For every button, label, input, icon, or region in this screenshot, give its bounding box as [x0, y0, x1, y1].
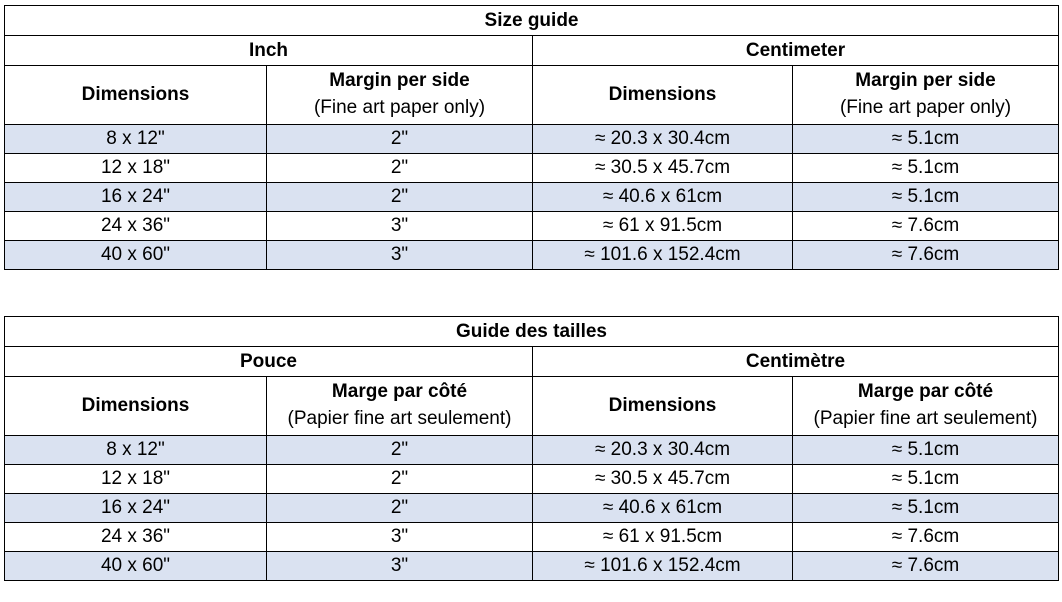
cell-margin-cm: ≈ 7.6cm [793, 552, 1059, 581]
cell-margin-inch: 3" [267, 552, 533, 581]
cell-margin-cm: ≈ 5.1cm [793, 183, 1059, 212]
margin-label: Margin per side [855, 70, 996, 91]
cell-margin-cm: ≈ 5.1cm [793, 154, 1059, 183]
cell-margin-inch: 3" [267, 212, 533, 241]
cell-dimensions-inch: 40 x 60" [5, 552, 267, 581]
cell-margin-cm: ≈ 5.1cm [793, 465, 1059, 494]
column-header-dimensions-inch: Dimensions [5, 377, 267, 436]
cell-dimensions-inch: 8 x 12" [5, 436, 267, 465]
cell-dimensions-inch: 8 x 12" [5, 125, 267, 154]
cell-margin-cm: ≈ 7.6cm [793, 523, 1059, 552]
margin-note: (Papier fine art seulement) [813, 408, 1038, 429]
margin-label: Margin per side [329, 70, 470, 91]
margin-note: (Papier fine art seulement) [287, 408, 512, 429]
unit-header-inch: Pouce [5, 347, 533, 377]
cell-dimensions-inch: 24 x 36" [5, 523, 267, 552]
cell-dimensions-cm: ≈ 101.6 x 152.4cm [533, 241, 793, 270]
margin-label: Marge par côté [331, 381, 468, 402]
cell-dimensions-inch: 12 x 18" [5, 154, 267, 183]
table-row [5, 436, 1059, 465]
cell-dimensions-cm: ≈ 20.3 x 30.4cm [533, 125, 793, 154]
margin-note: (Fine art paper only) [313, 97, 486, 118]
cell-margin-inch: 3" [267, 241, 533, 270]
cell-margin-inch: 2" [267, 494, 533, 523]
cell-dimensions-cm: ≈ 40.6 x 61cm [533, 494, 793, 523]
cell-margin-cm: ≈ 5.1cm [793, 436, 1059, 465]
column-header-dimensions-cm: Dimensions [533, 377, 793, 436]
table-row [5, 125, 1059, 154]
cell-margin-cm: ≈ 5.1cm [793, 494, 1059, 523]
column-header-margin-cm [793, 377, 1059, 436]
column-header-dimensions-inch: Dimensions [5, 66, 267, 125]
unit-header-cm: Centimètre [533, 347, 1059, 377]
table-title: Size guide [5, 6, 1059, 36]
column-header-dimensions-cm: Dimensions [533, 66, 793, 125]
table-row [5, 241, 1059, 270]
column-header-margin-cm [793, 66, 1059, 125]
margin-label: Marge par côté [857, 381, 994, 402]
cell-margin-inch: 2" [267, 125, 533, 154]
margin-note: (Fine art paper only) [839, 97, 1012, 118]
cell-dimensions-cm: ≈ 20.3 x 30.4cm [533, 436, 793, 465]
cell-dimensions-inch: 16 x 24" [5, 183, 267, 212]
size-table [4, 316, 1059, 581]
cell-margin-inch: 2" [267, 154, 533, 183]
cell-margin-cm: ≈ 7.6cm [793, 241, 1059, 270]
cell-margin-inch: 2" [267, 465, 533, 494]
table-row [5, 183, 1059, 212]
size-guide-french [4, 316, 1058, 581]
table-row [5, 465, 1059, 494]
cell-dimensions-cm: ≈ 30.5 x 45.7cm [533, 154, 793, 183]
cell-margin-cm: ≈ 5.1cm [793, 125, 1059, 154]
table-row [5, 154, 1059, 183]
cell-margin-inch: 2" [267, 436, 533, 465]
cell-dimensions-inch: 16 x 24" [5, 494, 267, 523]
cell-dimensions-cm: ≈ 101.6 x 152.4cm [533, 552, 793, 581]
column-header-margin-inch [267, 377, 533, 436]
table-row [5, 552, 1059, 581]
table-row [5, 494, 1059, 523]
cell-dimensions-cm: ≈ 61 x 91.5cm [533, 523, 793, 552]
cell-dimensions-inch: 12 x 18" [5, 465, 267, 494]
table-row [5, 523, 1059, 552]
cell-dimensions-cm: ≈ 40.6 x 61cm [533, 183, 793, 212]
unit-header-cm: Centimeter [533, 36, 1059, 66]
size-guide-english [4, 5, 1058, 270]
unit-header-inch: Inch [5, 36, 533, 66]
table-title: Guide des tailles [5, 317, 1059, 347]
cell-margin-inch: 3" [267, 523, 533, 552]
size-table [4, 5, 1059, 270]
cell-dimensions-cm: ≈ 61 x 91.5cm [533, 212, 793, 241]
column-header-margin-inch [267, 66, 533, 125]
table-row [5, 212, 1059, 241]
cell-margin-cm: ≈ 7.6cm [793, 212, 1059, 241]
cell-dimensions-inch: 24 x 36" [5, 212, 267, 241]
cell-margin-inch: 2" [267, 183, 533, 212]
cell-dimensions-cm: ≈ 30.5 x 45.7cm [533, 465, 793, 494]
cell-dimensions-inch: 40 x 60" [5, 241, 267, 270]
